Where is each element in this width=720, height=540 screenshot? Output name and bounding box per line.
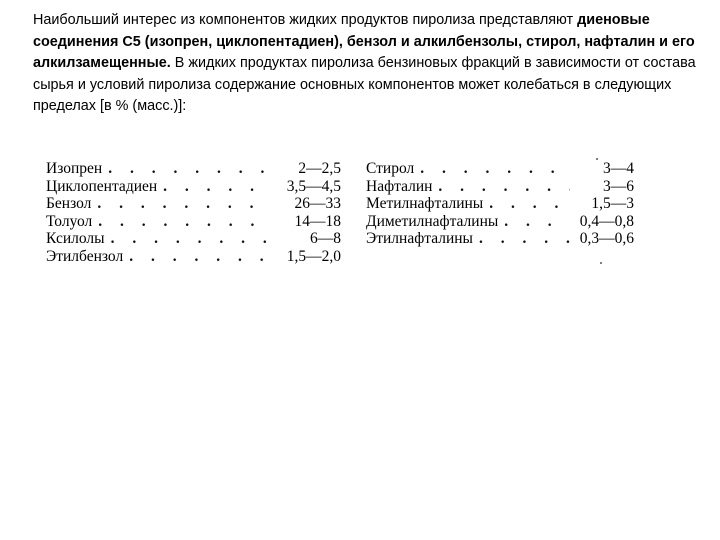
dot-leader: [483, 195, 570, 213]
component-row: [366, 213, 634, 231]
component-value: 14—18: [294, 212, 341, 230]
dot-leader: [123, 248, 269, 266]
component-row: [46, 213, 341, 231]
component-value: 0,4—0,8: [579, 212, 634, 230]
component-value: 0,3—0,6: [579, 230, 634, 248]
dot-leader: [91, 195, 269, 213]
scan-speck: [596, 158, 598, 160]
component-value: 1,5—2,0: [286, 247, 341, 265]
component-name: Бензол: [46, 195, 92, 213]
component-value: 1,5—3: [591, 195, 634, 213]
intro-paragraph: [33, 10, 703, 118]
dot-leader: [473, 230, 570, 248]
scan-speck: [600, 262, 602, 264]
component-row: [366, 195, 634, 213]
dot-leader: [102, 160, 269, 178]
component-value: 3—4: [603, 160, 634, 177]
dot-leader: [157, 178, 269, 196]
dot-leader: [498, 213, 570, 231]
component-name: Этилнафталины: [366, 230, 473, 248]
component-name: Изопрен: [46, 160, 103, 177]
intro-text-start: Наибольший интерес из компонентов жидких продуктов пиролиза представляют: [33, 12, 578, 28]
component-value: 6—8: [310, 230, 341, 248]
components-table-left: [46, 160, 341, 266]
component-value: 2—2,5: [298, 160, 341, 177]
component-name: Стирол: [366, 160, 415, 177]
dot-leader: [432, 178, 570, 196]
component-row: [46, 178, 341, 196]
dot-leader: [414, 160, 570, 178]
component-row: [46, 248, 341, 266]
component-row: [46, 160, 341, 178]
component-row: [46, 195, 341, 213]
intro-text-bold: диеновые соединения С5 (изопрен, циклопентадиен), бензол и алкилбензолы, стирол, нафталин и его алкилзамещенные.: [33, 12, 695, 71]
components-table-right: [366, 160, 634, 248]
component-row: [366, 160, 634, 178]
intro-text-end: В жидких продуктах пиролиза бензиновых фракций в зависимости от состава сырья и условий пиролиза содержание основных компонентов может колебаться в следующих пределах [в % (масс.)]:: [33, 55, 696, 114]
component-name: Диметилнафталины: [366, 212, 499, 230]
dot-leader: [92, 213, 269, 231]
component-row: [46, 230, 341, 248]
component-name: Толуол: [46, 212, 93, 230]
component-row: [366, 230, 634, 248]
component-name: Нафталин: [366, 177, 433, 195]
component-value: 3—6: [603, 177, 634, 195]
dot-leader: [105, 230, 269, 248]
component-value: 3,5—4,5: [286, 177, 341, 195]
component-row: [366, 178, 634, 196]
component-value: 26—33: [294, 195, 341, 213]
component-name: Ксилолы: [46, 230, 105, 248]
component-name: Циклопентадиен: [46, 177, 158, 195]
component-name: Метилнафталины: [366, 195, 484, 213]
component-name: Этилбензол: [46, 247, 124, 265]
